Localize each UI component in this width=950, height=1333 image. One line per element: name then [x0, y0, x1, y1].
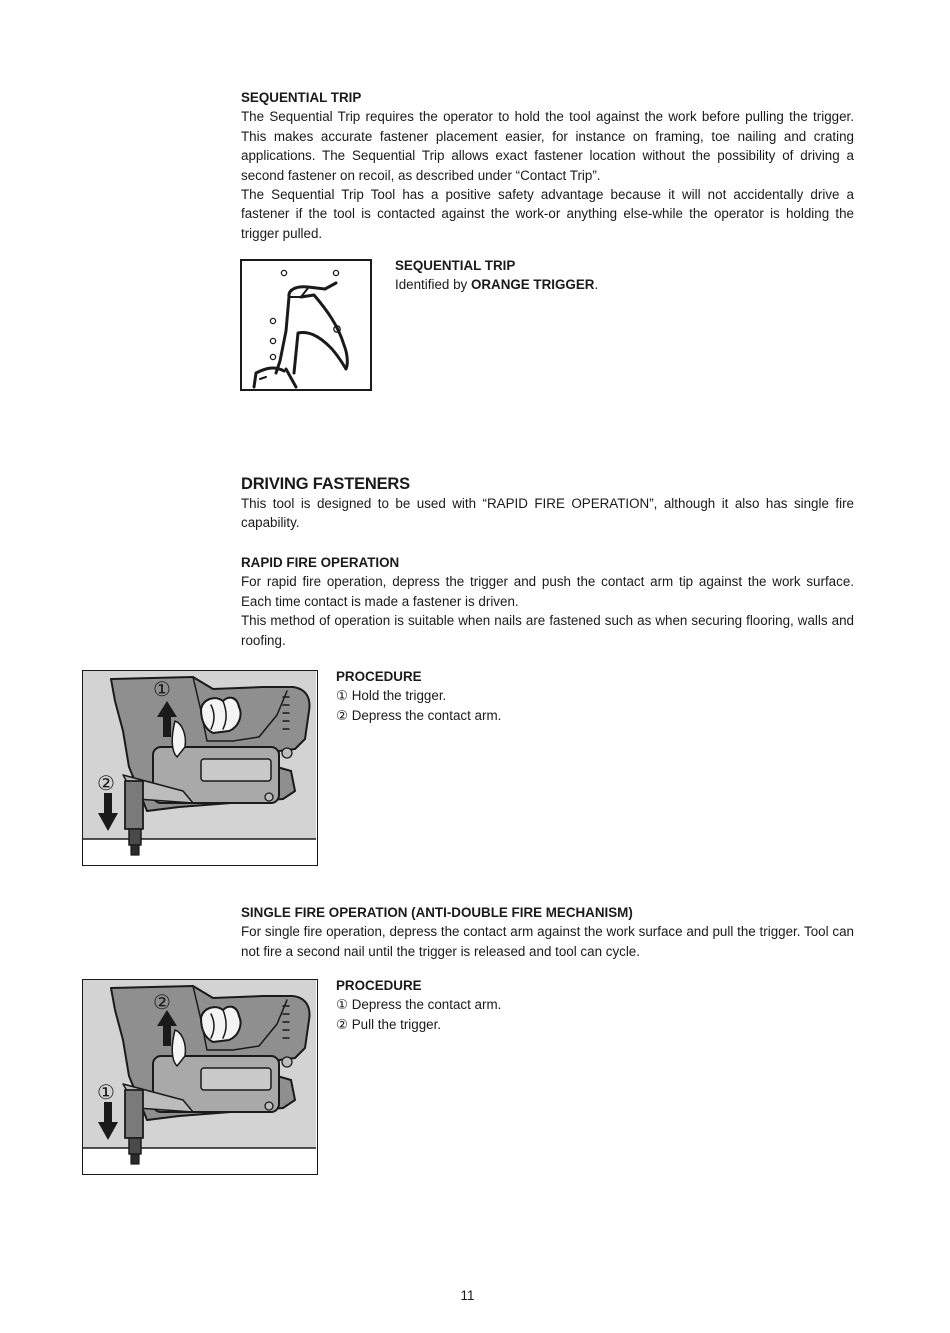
section-heading: RAPID FIRE OPERATION [241, 555, 400, 570]
step-label-down: ① [97, 1082, 115, 1104]
nailer-drawing [83, 671, 316, 864]
nailer-drawing [83, 980, 316, 1173]
single-fire-section [241, 903, 854, 961]
rapid-fire-section [241, 553, 854, 650]
step-label-up: ① [153, 679, 171, 701]
paragraph: For rapid fire operation, depress the trigger and push the contact arm tip against the work surface. Each time contact is made a fastener is driven. [241, 574, 854, 609]
paragraph: For single fire operation, depress the contact arm against the work surface and pull the trigger. Tool can not fire a second nail until the trigger is released and tool can cycle. [241, 924, 854, 959]
paragraph: The Sequential Trip Tool has a positive safety advantage because it will not accidentally drive a fastener if the tool is contacted against the work-or anything else-while the operator is holding the trigger pulled. [241, 187, 854, 241]
paragraph: This method of operation is suitable when nails are fastened such as when securing flooring, walls and roofing. [241, 613, 854, 648]
caption-text [395, 275, 598, 294]
single-fire-procedure [336, 976, 501, 1034]
page-number: 11 [460, 1288, 475, 1303]
procedure-step: ② Pull the trigger. [336, 1016, 442, 1032]
procedure-step: ① Hold the trigger. [336, 688, 447, 704]
paragraph: The Sequential Trip requires the operator to hold the tool against the work before pulling the trigger. This makes accurate fastener placement easier, for instance on framing, toe nailing and crating applications. The Sequential Trip allows exact fastener location without the possibility of driving a second fastener on recoil, as described under “Contact Trip”. [241, 109, 854, 183]
caption-prefix: Identified by [395, 277, 471, 293]
trigger-drawing [242, 261, 370, 389]
section-heading: SEQUENTIAL TRIP [241, 90, 362, 105]
caption-suffix: . [594, 277, 599, 293]
procedure-heading: PROCEDURE [336, 669, 422, 684]
step-label-up: ② [153, 992, 171, 1014]
paragraph: This tool is designed to be used with “RAPID FIRE OPERATION”, although it also has single fire capability. [241, 496, 854, 531]
sequential-trip-section [241, 88, 854, 243]
rapid-fire-procedure [336, 667, 501, 725]
orange-trigger-illustration [240, 259, 372, 391]
procedure-heading: PROCEDURE [336, 978, 422, 993]
trigger-caption [395, 256, 598, 295]
caption-bold: ORANGE TRIGGER [470, 277, 595, 293]
rapid-fire-illustration [82, 670, 318, 866]
procedure-step: ① Depress the contact arm. [336, 997, 502, 1013]
step-label-down: ② [97, 773, 115, 795]
caption-heading: SEQUENTIAL TRIP [395, 258, 516, 273]
single-fire-illustration [82, 979, 318, 1175]
section-heading: SINGLE FIRE OPERATION (ANTI-DOUBLE FIRE MECHANISM) [241, 905, 633, 920]
procedure-step: ② Depress the contact arm. [336, 707, 502, 723]
driving-fasteners-section [241, 474, 854, 533]
section-heading: DRIVING FASTENERS [241, 475, 410, 493]
